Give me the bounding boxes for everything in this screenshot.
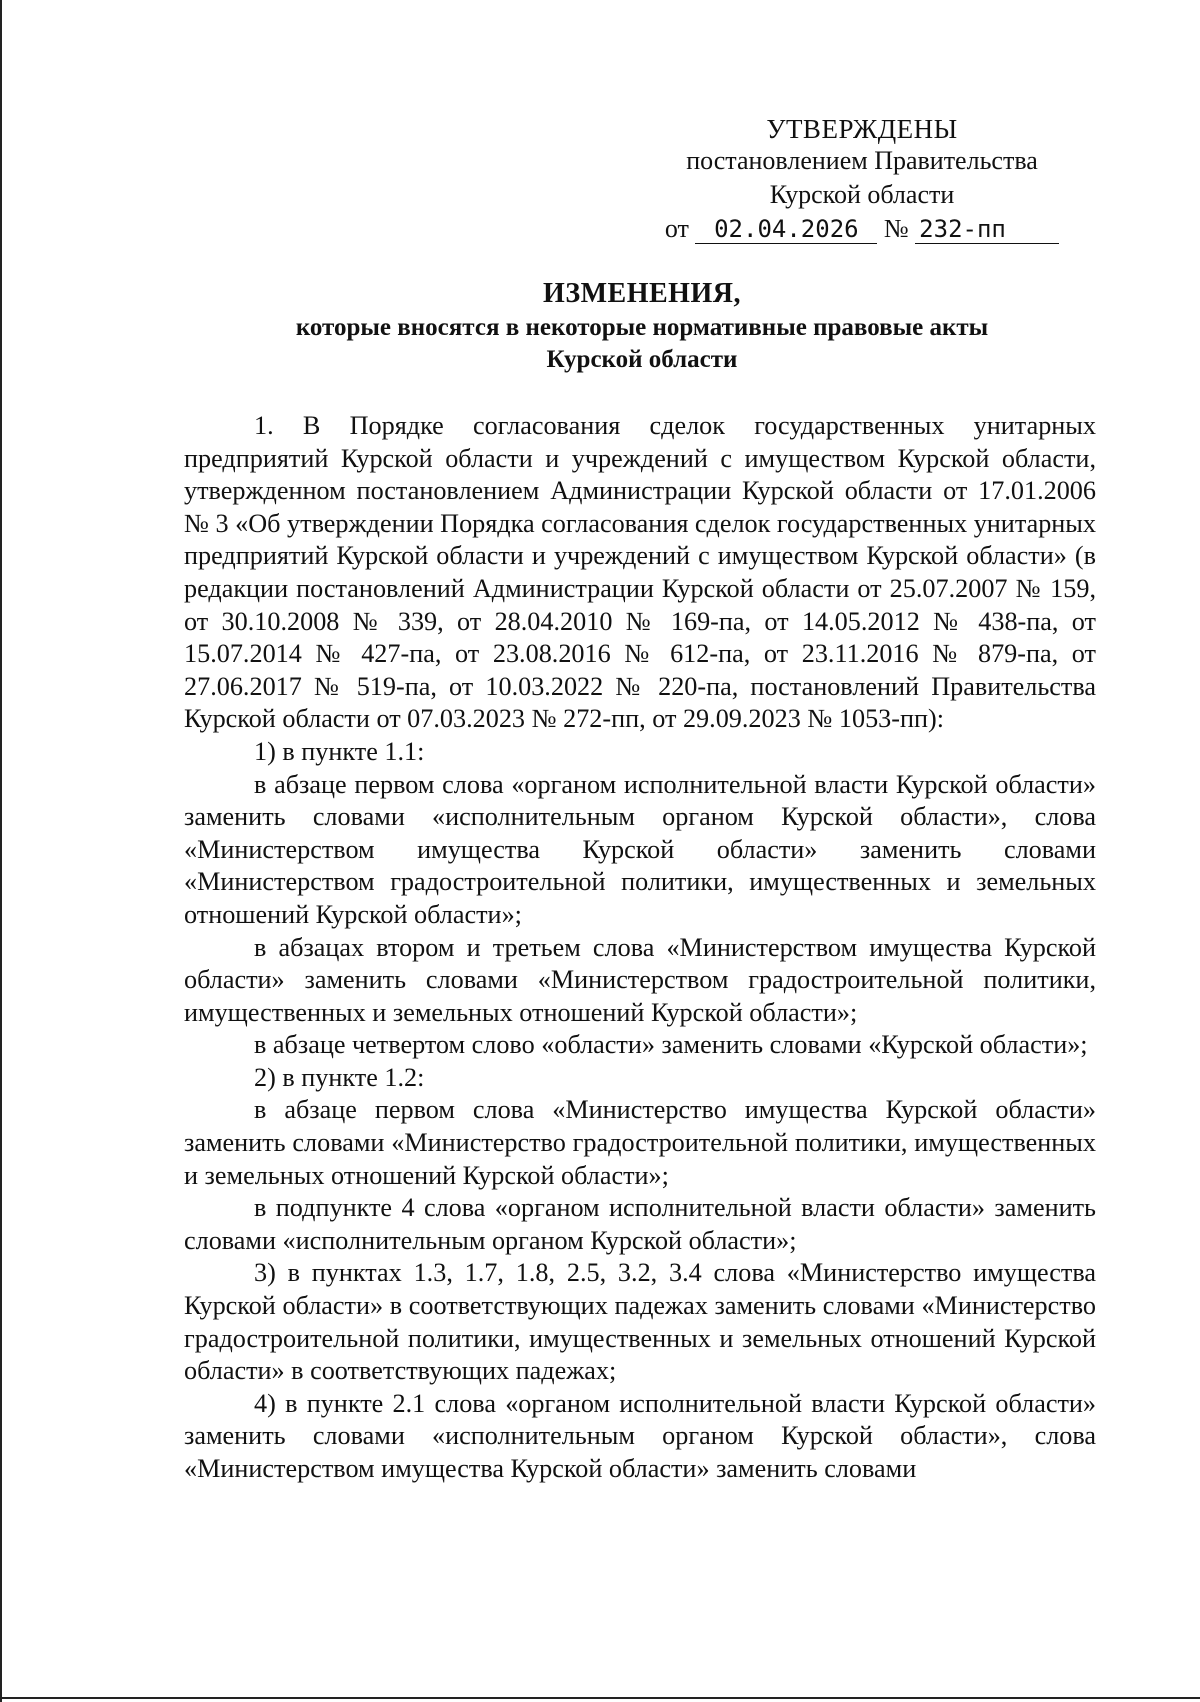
paragraph-3: в абзаце первом слова «органом исполнительной власти Курской области» заменить словами «исполнительным органом Курской области», слова «Министерством имущества Курской области» заменить словами «Министерством градостроительной политики, имущественных и земельных отношений Курской области»; <box>184 769 1096 929</box>
paragraph-5: в абзаце четвертом слово «области» заменить словами «Курской области»; <box>254 1030 1088 1060</box>
paragraph-6: 2) в пункте 1.2: <box>254 1062 425 1092</box>
paragraph-4: в абзацах втором и третьем слова «Министерством имущества Курской области» заменить словами «Министерством градостроительной политики, имущественных и земельных отношений Курской области»; <box>184 932 1096 1027</box>
approval-date: 02.04.2026 <box>695 215 877 244</box>
heading-subtitle-2: Курской области <box>546 346 738 373</box>
paragraph-9: 3) в пунктах 1.3, 1.7, 1.8, 2.5, 3.2, 3.4 слова «Министерство имущества Курской области» в соответствующих падежах заменить словами «Министерство градостроительной политики, имущественных и земельных отношений Курской области» в соответствующих падежах; <box>184 1258 1096 1386</box>
paragraph-7: в абзаце первом слова «Министерство имущества Курской области» заменить словами «Министерство градостроительной политики, имущественных и земельных отношений Курской области»; <box>184 1095 1096 1190</box>
paragraph-8: в подпункте 4 слова «органом исполнительной власти области» заменить словами «исполнительным органом Курской области»; <box>184 1193 1096 1255</box>
paragraph-10: 4) в пункте 2.1 слова «органом исполнительной власти Курской области» заменить словами «исполнительным органом Курской области», слова «Министерством имущества Курской области» заменить словами <box>184 1388 1096 1483</box>
document-body <box>184 410 1096 1486</box>
approval-date-line <box>602 212 1122 246</box>
heading-title: ИЗМЕНЕНИЯ, <box>543 278 741 309</box>
paragraph-1: 1. В Порядке согласования сделок государственных унитарных предприятий Курской области и учреждений с имуществом Курской области, утвержденном постановлением Администрации Курской области от 17.01.2006 № 3 «Об утверждении Порядка согласования сделок государственных унитарных предприятий Курской области и учреждений с имуществом Курской области» (в редакции постановлений Администрации Курской области от 25.07.2007 № 159, от 30.10.2008 № 339, от 28.04.2010 № 169-па, от 14.05.2012 № 438-па, от 15.07.2014 № 427-па, от 23.08.2016 № 612-па, от 23.11.2016 № 879-па, от 27.06.2017 № 519-па, от 10.03.2022 № 220-па, постановлений Правительства Курской области от 07.03.2023 № 272-пп, от 29.09.2023 № 1053-пп): <box>184 411 1096 734</box>
page-bottom-border <box>2 1697 1200 1699</box>
paragraph-2: 1) в пункте 1.1: <box>254 736 425 766</box>
approval-number: 232-пп <box>915 215 1059 244</box>
heading-subtitle-1: которые вносятся в некоторые нормативные правовые акты <box>295 314 989 341</box>
approval-line-2: Курской области <box>769 180 955 209</box>
approval-line-1: постановлением Правительства <box>686 146 1038 175</box>
number-prefix: № <box>883 214 909 243</box>
approval-block <box>602 112 1122 246</box>
approval-title: УТВЕРЖДЕНЫ <box>766 114 958 144</box>
date-prefix: от <box>664 214 689 243</box>
document-heading <box>182 276 1102 376</box>
